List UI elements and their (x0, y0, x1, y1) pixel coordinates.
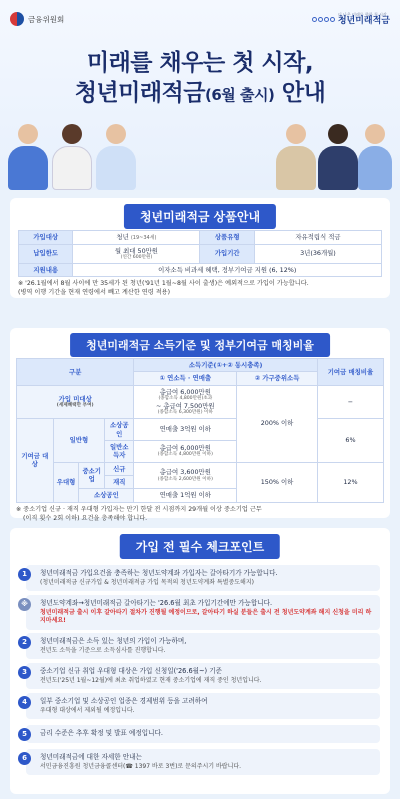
person-illustration (318, 124, 358, 190)
table-cell: 12% (317, 462, 383, 502)
table-header-cell: 소득기준(①+② 동시충족) (134, 359, 317, 372)
hero-title-line1: 미래를 채우는 첫 시작, (86, 50, 314, 76)
table-cell: 청년 (19~34세) (73, 231, 200, 245)
checkpoint-sub: 전년도 소득을 기준으로 소득심사를 진행합니다. (40, 646, 166, 654)
brand-tagline: 더 나은 미래를 향한 첫 시작 (337, 11, 387, 17)
table-row (17, 359, 384, 372)
table-header-cell: ② 가구중위소득 (237, 372, 318, 385)
checkpoint-number-badge: 4 (18, 696, 31, 709)
matching-note (16, 506, 384, 524)
note-line: (병역 이행 기간을 현재 연령에서 빼고 계산한 연령 적용) (18, 289, 171, 297)
checkpoint-section-title: 가입 전 필수 체크포인트 (120, 534, 280, 559)
table-row (19, 263, 382, 276)
table-cell: 월 최대 50만원 (연간 600만원) (73, 244, 200, 263)
checkpoint-sub: 전년도('25년 1월~12월)에 최초 취업하였고 현재 중소기업에 재직 중인 청년입니다. (40, 676, 262, 684)
government-emblem-icon (10, 12, 24, 26)
checkpoint-sub: (청년미래적금 신규가입 & 청년미래적금 가입 목적의 청년도약계좌 특별중도해지) (40, 578, 254, 586)
table-cell: 총급여 6,000만원 (종합소득 4,800만원)초과 ~ 총급여 7,500만원 (종합소득 6,300만원) 이하 (134, 385, 237, 419)
notice-badge-icon: ※ (18, 598, 31, 611)
table-header-cell: 상품유형 (200, 231, 254, 245)
table-header-cell: 가입대상 (19, 231, 73, 245)
brand-logo (312, 13, 390, 26)
checkpoint-text: 청년미래적금은 소득 있는 청년의 가입이 가능하며, (40, 637, 187, 645)
table-header-cell: 납입한도 (19, 244, 73, 263)
table-cell: 일반소득자 (105, 440, 134, 462)
matching-card (10, 328, 390, 522)
table-cell: 이자소득 비과세 혜택, 정부기여금 지원 (6, 12%) (73, 263, 382, 276)
checkpoint-sub: 서민금융진흥원 청년금융콜센터(☎ 1397 바로 3번)로 문의주시기 바랍니다. (40, 762, 242, 770)
checkpoint-text: 청년미래적금에 대한 자세한 안내는 (40, 753, 142, 761)
product-info-card (10, 198, 390, 298)
person-illustration (276, 124, 316, 190)
table-cell: 기여금 대상 (17, 419, 54, 502)
note-line: ※ 중소기업 신규 · 재직 우대형 가입자는 만기 한달 전 시점까지 29개월 이상 중소기업 근무 (16, 505, 262, 513)
checkpoint-text: 금리 수준은 추후 확정 및 발표 예정입니다. (40, 729, 163, 737)
table-cell: 총급여 6,000만원 (종합소득 4,800만원 이하) (134, 440, 237, 462)
table-row (19, 244, 382, 263)
table-header-cell: ① 연소득 · 연매출 (134, 372, 237, 385)
table-cell: 재직 (105, 475, 134, 488)
checkpoint-number-badge: 3 (18, 666, 31, 679)
table-row (17, 385, 384, 419)
hero-title-product: 청년미래적금 (74, 80, 205, 106)
checkpoint-text: 중소기업 신규 취업 우대형 대상은 가입 신청일('26.6월~) 기준 (40, 667, 222, 675)
person-illustration (358, 124, 392, 190)
matching-section-title: 청년미래적금 소득기준 및 정부기여금 매칭비율 (70, 333, 330, 357)
table-cell: 신규 (105, 462, 134, 475)
table-cell: 150% 이하 (237, 462, 318, 502)
table-cell: 가입 미대상 (세제혜택만 부여) (17, 385, 134, 419)
checkpoint-number-badge: 6 (18, 752, 31, 765)
note-line: (이직 횟수 2회 이하) 요건을 충족해야 합니다. (23, 514, 148, 522)
hero-header (0, 0, 400, 190)
table-row (17, 419, 384, 441)
table-cell: 소상공인 (105, 419, 134, 441)
brand-dots-icon (312, 17, 335, 22)
note-line: ※ '26.1월에서 8월 사이에 만 35세가 된 청년('91년 1월~8월 사이 출생)은 예외적으로 가입이 가능합니다. (18, 280, 309, 288)
table-header-cell: 지원내용 (19, 263, 73, 276)
product-section-title: 청년미래적금 상품안내 (124, 204, 276, 229)
cheering-people-illustration (0, 110, 400, 190)
table-header-cell: 가입기간 (200, 244, 254, 263)
table-header-cell: 구분 (17, 359, 134, 386)
org-name: 금융위원회 (28, 14, 65, 24)
checkpoint-sub: 우대형 대상에서 제외될 예정입니다. (40, 706, 135, 714)
table-cell: 6% (317, 419, 383, 462)
brand-name: 청년미래적금 (337, 15, 390, 26)
hero-title-line2 (0, 74, 400, 107)
hero-title-launch: (6월 출시) (205, 86, 275, 104)
table-cell: 중소기업 (79, 462, 105, 489)
table-row (19, 231, 382, 245)
table-cell: 우대형 (53, 462, 79, 502)
table-cell: 연매출 1억원 이하 (134, 489, 237, 502)
table-header-cell: 기여금 매칭비율 (317, 359, 383, 386)
checkpoint-number-badge: 5 (18, 728, 31, 741)
checkpoint-text: 일부 중소기업 및 소상공인 업종은 경제범위 등을 고려하여 (40, 697, 208, 705)
table-cell: 200% 이하 (237, 385, 318, 462)
person-illustration (96, 124, 136, 190)
checkpoint-number-badge: 2 (18, 636, 31, 649)
table-cell: 일반형 (53, 419, 104, 462)
checkpoint-sub: 청년미래적금 출시 이후 갈아타기 절차가 진행될 예정이므로, 갈아타기 하실 분들은 출시 전 청년도약계좌 해지 신청을 미리 하지마세요! (40, 608, 372, 625)
table-cell: 3년(36개월) (254, 244, 381, 263)
table-cell: 연매출 3억원 이하 (134, 419, 237, 441)
table-cell: − (317, 385, 383, 419)
checkpoint-text: 청년도약계좌→청년미래적금 갈아타기는 '26.6월 최초 가입기간에만 가능합니다. (40, 599, 273, 607)
top-bar (10, 8, 390, 30)
org-logo-group (10, 12, 64, 26)
checkpoint-text: 청년미래적금 가입요건을 충족하는 청년도약계좌 가입자는 갈아타기가 가능합니다. (40, 569, 278, 577)
table-cell: 소상공인 (79, 489, 134, 502)
person-illustration (8, 124, 48, 190)
table-cell: 총급여 3,600만원 (종합소득 2,600만원 이하) (134, 462, 237, 489)
matching-table (16, 358, 384, 503)
table-cell: 자유적립식 적금 (254, 231, 381, 245)
hero-title-guide: 안내 (274, 80, 326, 106)
product-info-table (18, 230, 382, 277)
table-row (17, 462, 384, 475)
checkpoint-number-badge: 1 (18, 568, 31, 581)
person-illustration (52, 124, 92, 190)
product-note (18, 280, 382, 298)
